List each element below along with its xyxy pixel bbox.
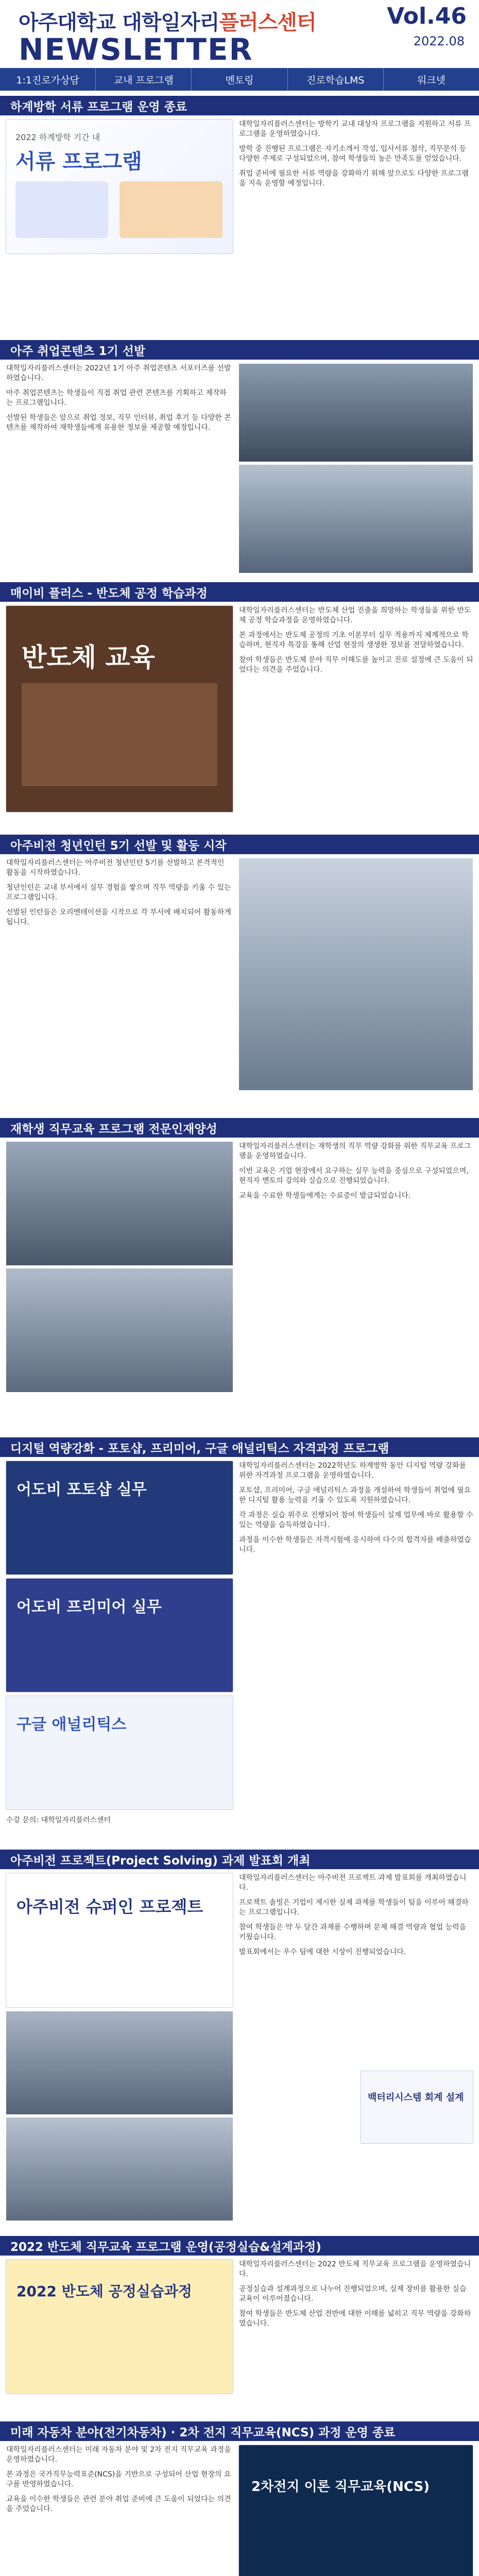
paragraph: 본 과정에서는 반도체 공정의 기초 이론부터 실무 적용까지 체계적으로 학습하며, 현직자 특강을 통해 산업 현장의 생생한 정보를 전달하였습니다. xyxy=(239,631,469,649)
org-title xyxy=(19,6,316,36)
paragraph: 발표회에서는 우수 팀에 대한 시상이 진행되었습니다. xyxy=(239,1948,406,1956)
poster-title: 서류 프로그램 xyxy=(15,150,142,174)
program-poster-premiere xyxy=(6,1579,233,1692)
paragraph: 이번 교육은 기업 현장에서 요구하는 실무 능력을 중심으로 구성되었으며, 현직자 멘토의 강의와 실습으로 진행되었습니다. xyxy=(239,1167,469,1185)
poster-details-box xyxy=(22,683,217,786)
paragraph: 방학 중 진행된 프로그램은 자기소개서 작성, 입사서류 첨삭, 직무분석 등 다양한 주제로 구성되었으며, 참여 학생들의 높은 만족도를 얻었습니다. xyxy=(239,145,467,163)
paragraph: 각 과정은 실습 위주로 진행되어 참여 학생들이 실제 업무에 바로 활용할 수 있는 역량을 습득하였습니다. xyxy=(239,1511,473,1529)
paragraph: 대학일자리플러스센터는 미래 자동차 분야 및 2차 전지 직무교육 과정을 운영하였습니다. xyxy=(6,2446,231,2464)
program-poster xyxy=(6,1873,233,2007)
paragraph: 포토샵, 프리미어, 구글 애널리틱스 과정을 개설하여 학생들이 취업에 필요한 디지털 활용 능력을 키울 수 있도록 지원하였습니다. xyxy=(239,1486,471,1504)
section-body-text xyxy=(6,858,233,933)
section-body-text xyxy=(239,1142,474,1206)
tab-counseling[interactable]: 1:1진로가상담 xyxy=(0,68,96,91)
poster-title: 아주비전 슈퍼인 프로젝트 xyxy=(16,1897,203,1917)
program-poster xyxy=(6,120,233,253)
event-photo xyxy=(239,364,473,462)
tab-programs[interactable]: 교내 프로그램 xyxy=(96,68,192,91)
paragraph: 대학일자리플러스센터는 아주비전 프로젝트 과제 발표회를 개최하였습니다. xyxy=(239,1874,467,1892)
section-title: 아주 취업콘텐츠 1기 선발 xyxy=(0,340,479,360)
section-title: 미래 자동차 분야(전기차동차) · 2차 전지 직무교육(NCS) 과정 운영 종료 xyxy=(0,2421,479,2441)
paragraph: 프로젝트 솔빙은 기업이 제시한 실제 과제를 학생들이 팀을 이루어 해결하는 프로그램입니다. xyxy=(239,1899,469,1917)
poster-title: 2022 반도체 공정실습과정 xyxy=(16,2283,192,2300)
volume-number: Vol.46 xyxy=(387,3,467,29)
contact-notice: 수강 문의: 대학일자리플러스센터 xyxy=(6,1816,111,1824)
poster-subtitle: 2022 하계방학 기간 내 xyxy=(15,132,100,142)
paragraph: 대학일자리플러스센터는 아주비전 청년인턴 5기를 선발하고 본격적인 활동을 시작하였습니다. xyxy=(6,859,225,877)
section-body-text xyxy=(239,1873,474,1962)
paragraph: 본 과정은 국가직무능력표준(NCS)을 기반으로 구성되어 산업 현장의 요구를 반영하였습니다. xyxy=(6,2470,231,2488)
tab-mentoring[interactable]: 멘토링 xyxy=(192,68,287,91)
tab-worknet[interactable]: 워크넷 xyxy=(417,74,446,86)
paragraph: 교육을 이수한 학생들은 관련 분야 취업 준비에 큰 도움이 되었다는 의견을 주었습니다. xyxy=(6,2495,231,2513)
top-nav-tabs xyxy=(0,68,479,91)
poster-title: 어도비 프리미어 실무 xyxy=(16,1598,162,1616)
newsletter-title: NEWSLETTER xyxy=(19,32,253,67)
section-title: 디지털 역량강화 - 포토샵, 프리미어, 구글 애널리틱스 자격과정 프로그램 xyxy=(0,1437,479,1457)
section-title: 아주비전 청년인턴 5기 선발 및 활동 시작 xyxy=(0,835,479,854)
paragraph: 취업 준비에 필요한 서류 역량을 강화하기 위해 앞으로도 다양한 프로그램을 지속 운영할 예정입니다. xyxy=(239,170,469,188)
section-title: 아주비전 프로젝트(Project Solving) 과제 발표회 개최 xyxy=(0,1850,479,1869)
paragraph: 대학일자리플러스센터는 방학기 교내 대상자 프로그램을 지원하고 서류 프로그램을 운영하였습니다. xyxy=(239,120,471,138)
program-poster xyxy=(6,606,233,812)
program-poster xyxy=(239,2445,473,2576)
program-poster xyxy=(6,2260,233,2394)
section-body-text xyxy=(239,606,474,680)
poster-title: 반도체 교육 xyxy=(22,642,155,672)
program-poster-analytics xyxy=(6,1696,233,1809)
paragraph: 대학일자리플러스센터는 2022년 1기 아주 취업콘텐츠 서포터즈를 선발하였습니다. xyxy=(6,364,231,382)
section-body-text xyxy=(6,2445,233,2519)
paragraph: 참여 학생들은 반도체 분야 직무 이해도를 높이고 진로 설정에 큰 도움이 되었다는 의견을 주었습니다. xyxy=(239,656,473,674)
poster-illustration xyxy=(15,181,108,238)
paragraph: 대학일자리플러스센터는 2022학년도 하계방학 동안 디지털 역량 강화를 위한 자격과정 프로그램을 운영하였습니다. xyxy=(239,1462,467,1480)
side-poster-label: 백터리시스템 회계 설계 xyxy=(368,2092,464,2103)
section-title: 하계방학 서류 프로그램 운영 종료 xyxy=(0,96,479,115)
paragraph: 공정실습과 설계과정으로 나누어 진행되었으며, 실제 장비를 활용한 실습 교육이 이루어졌습니다. xyxy=(239,2285,467,2303)
section-body-text xyxy=(239,120,474,194)
event-photo xyxy=(239,858,473,1090)
section-body-text xyxy=(239,2260,474,2334)
tab-lms[interactable]: 진로학습LMS xyxy=(288,68,384,91)
paragraph: 선발된 인턴들은 오리엔테이션을 시작으로 각 부서에 배치되어 활동하게 됩니다. xyxy=(6,908,231,926)
section-title: 매이비 플러스 - 반도체 공정 학습과정 xyxy=(0,582,479,602)
org-title-main: 아주대학교 대학일자리 xyxy=(19,11,219,35)
paragraph: 선발된 학생들은 앞으로 취업 정보, 직무 인터뷰, 취업 후기 등 다양한 콘텐츠를 제작하여 재학생들에게 유용한 정보를 제공할 예정입니다. xyxy=(6,414,231,432)
paragraph: 청년인턴은 교내 부서에서 실무 경험을 쌓으며 직무 역량을 키울 수 있는 프로그램입니다. xyxy=(6,884,231,902)
poster-title: 어도비 포토샵 실무 xyxy=(16,1481,147,1499)
poster-illustration xyxy=(119,181,223,238)
section-title: 재학생 직무교육 프로그램 전문인재양성 xyxy=(0,1118,479,1138)
event-photo xyxy=(239,465,473,573)
poster-title: 구글 애널리틱스 xyxy=(16,1716,127,1734)
event-photo xyxy=(6,2011,233,2114)
event-photo xyxy=(6,2117,233,2221)
paragraph: 참여 학생들은 약 두 달간 과제를 수행하며 문제 해결 역량과 협업 능력을 키웠습니다. xyxy=(239,1923,467,1941)
paragraph: 대학일자리플러스센터는 재학생의 직무 역량 강화를 위한 직무교육 프로그램을 운영하였습니다. xyxy=(239,1142,471,1160)
side-poster xyxy=(361,2071,473,2143)
paragraph: 아주 취업콘텐츠는 학생들이 직접 취업 관련 콘텐츠를 기획하고 제작하는 프로그램입니다. xyxy=(6,389,227,407)
paragraph: 대학일자리플러스센터는 2022 반도체 직무교육 프로그램을 운영하였습니다. xyxy=(239,2260,471,2278)
paragraph: 교육을 수료한 학생들에게는 수료증이 발급되었습니다. xyxy=(239,1192,411,1200)
section-body-text xyxy=(239,1461,474,1560)
paragraph: 대학일자리플러스센터는 반도체 산업 진출을 희망하는 학생들을 위한 반도체 공정 학습과정을 운영하였습니다. xyxy=(239,606,471,624)
event-photo xyxy=(6,1142,233,1265)
section-title: 2022 반도체 직무교육 프로그램 운영(공정실습&설계과정) xyxy=(0,2236,479,2256)
program-poster-photoshop xyxy=(6,1461,233,1574)
org-title-accent: 플러스센터 xyxy=(219,11,316,35)
paragraph: 과정을 이수한 학생들은 자격시험에 응시하여 다수의 합격자를 배출하였습니다. xyxy=(239,1536,471,1554)
poster-title: 2차전지 이론 직무교육(NCS) xyxy=(251,2479,430,2495)
event-photo xyxy=(6,1268,233,1392)
section-body-text xyxy=(6,364,233,438)
paragraph: 참여 학생들은 반도체 산업 전반에 대한 이해를 넓히고 직무 역량을 강화하였습니다. xyxy=(239,2310,471,2328)
issue-date: 2022.08 xyxy=(413,34,465,48)
